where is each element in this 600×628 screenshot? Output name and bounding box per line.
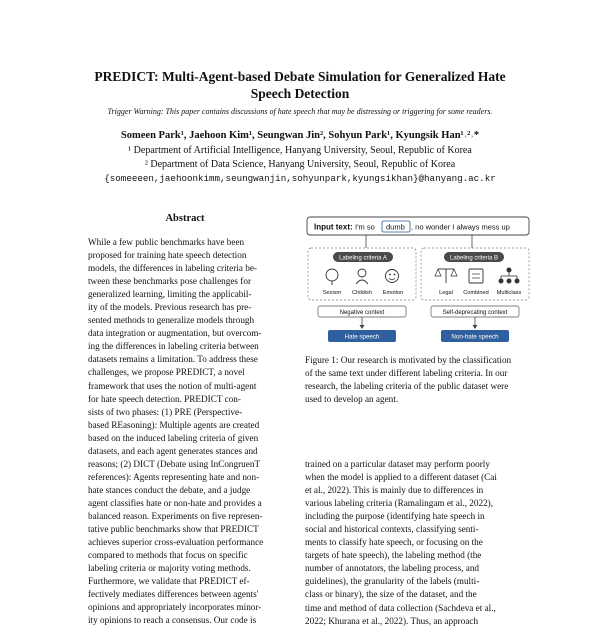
body-line: time and method of data collection (Sachdeva et al., bbox=[305, 602, 496, 613]
affiliation-2: ² Department of Data Science, Hanyang University, Seoul, Republic of Korea bbox=[144, 159, 456, 170]
combined-icon bbox=[469, 269, 483, 283]
abstract-line: While a few public benchmarks have been bbox=[88, 237, 245, 247]
body-line: when the model is applied to a different dataset (Cai bbox=[305, 472, 497, 483]
abstract-line: datasets, and each agent generates stances and bbox=[88, 445, 258, 456]
sexism-icon bbox=[326, 269, 338, 281]
body-line: social and historical contexts, classifying senti- bbox=[305, 524, 479, 535]
body-line: guidelines), the granularity of the labels (multi- bbox=[305, 576, 480, 587]
abstract-body bbox=[88, 236, 278, 627]
criteria-a-item: Sexism bbox=[322, 290, 342, 296]
criteria-a-item: Childish bbox=[352, 290, 372, 296]
abstract-line: based REasoning): Multiple agents are created bbox=[88, 419, 260, 430]
body-line: et al., 2022). This is mainly due to differences in bbox=[305, 485, 484, 496]
abstract-line: tween these benchmarks pose challenges for bbox=[88, 276, 252, 287]
abstract-line: datasets remains a limitation. To address these bbox=[88, 354, 258, 365]
abstract-line: reasons; (2) DICT (Debate using InCongruenT bbox=[88, 458, 261, 469]
criteria-b-item: Multiclass bbox=[496, 290, 522, 296]
abstract-line: models, the differences in labeling criteria be- bbox=[88, 263, 257, 274]
criteria-b-item: Combined bbox=[463, 290, 489, 296]
abstract-line: tative public benchmarks show that PREDICT bbox=[88, 524, 259, 535]
abstract-line: ing the differences in labeling criteria between bbox=[88, 341, 259, 352]
abstract-line: challenges, we propose PREDICT, a novel bbox=[88, 367, 245, 378]
figure-caption bbox=[305, 354, 535, 406]
abstract-line: data integration or augmentation, but overcom- bbox=[88, 328, 262, 339]
abstract-line: fectively mediates differences between agents' bbox=[88, 589, 259, 600]
abstract-line: hate stances conduct the debate, and a judge bbox=[88, 484, 251, 495]
paper-title-line-2: Speech Detection bbox=[250, 86, 350, 101]
affiliation-1: ¹ Department of Artificial Intelligence, Hanyang University, Seoul, Republic of Korea bbox=[128, 145, 472, 156]
caption-line: used to develop an agent. bbox=[305, 394, 399, 405]
emotion-icon bbox=[386, 270, 399, 283]
criteria-a-item: Emotion bbox=[382, 290, 404, 296]
body-line: various labeling criteria (Ramalingam et al., 2022), bbox=[305, 498, 494, 509]
abstract-line: balanced reason. Experiments on five represen- bbox=[88, 510, 263, 521]
caption-line: of the same text under different labeling criteria. In our bbox=[305, 368, 508, 379]
context-b-label: Self-deprecating context bbox=[442, 310, 508, 316]
abstract-line: ity of the models. Previous research has pre- bbox=[88, 302, 252, 313]
body-line: class or binary), the size of the dataset, and the bbox=[305, 589, 477, 600]
abstract-line: Furthermore, we validate that PREDICT ef- bbox=[88, 576, 250, 587]
body-line: trained on a particular dataset may perform poorly bbox=[305, 459, 490, 469]
input-text-label: Input text: bbox=[314, 222, 353, 232]
paper-title-line-1: PREDICT: Multi-Agent-based Debate Simulation for Generalized Hate bbox=[94, 69, 506, 84]
input-text-prefix: I'm so bbox=[355, 222, 375, 232]
figure-1-diagram bbox=[306, 214, 534, 348]
trigger-warning: Trigger Warning: This paper contains discussions of hate speech that may be distressing or triggering for some readers. bbox=[107, 107, 493, 116]
child-icon bbox=[358, 269, 366, 277]
criteria-b-label: Labeling criteria B bbox=[449, 255, 499, 262]
abstract-line: based on the induced labeling criteria of given bbox=[88, 432, 259, 443]
author-emails: {someeeen,jaehoonkimm,seungwanjin,sohyunpark,kyungsikhan}@hanyang.ac.kr bbox=[104, 173, 496, 184]
intro-body bbox=[305, 458, 535, 628]
multiclass-icon bbox=[507, 268, 512, 273]
criteria-b-item: Legal bbox=[439, 290, 453, 296]
result-a-label: Hate speech bbox=[344, 333, 380, 341]
input-text-suffix: , no wonder I always mess up bbox=[411, 222, 510, 232]
abstract-heading: Abstract bbox=[165, 213, 205, 224]
abstract-line: ity opinions to reach a consensus. Our code is bbox=[88, 615, 257, 626]
abstract-line: opinions and appropriately incorporates minor- bbox=[88, 602, 262, 613]
author-list: Someen Park¹, Jaehoon Kim¹, Seungwan Jin², Sohyun Park¹, Kyungsik Han¹˒²˒* bbox=[120, 130, 480, 141]
caption-line: research, the labeling criteria of the public dataset were bbox=[305, 381, 509, 392]
abstract-line: references): Agents representing hate and non- bbox=[88, 471, 260, 482]
body-line: ments to classify hate speech, or focusing on the bbox=[305, 537, 483, 548]
body-line: number of annotators, the labeling process, and bbox=[305, 563, 480, 574]
abstract-line: achieves superior cross-evaluation performance bbox=[88, 537, 264, 548]
abstract-line: labeling criteria or majority voting methods. bbox=[88, 563, 251, 574]
abstract-line: framework that uses the notion of multi-agent bbox=[88, 380, 257, 391]
abstract-line: sented methods to generalize models through bbox=[88, 315, 255, 326]
abstract-line: compared to methods that focus on specific bbox=[88, 550, 248, 561]
result-b-label: Non-hate speech bbox=[451, 333, 499, 341]
criteria-a-label: Labeling criteria A bbox=[339, 255, 387, 262]
context-a-label: Negative context bbox=[339, 310, 385, 316]
abstract-line: agent classifies hate or non-hate and provides a bbox=[88, 497, 262, 508]
body-line: including the purpose (identifying hate speech in bbox=[305, 511, 485, 522]
abstract-line: sists of two phases: (1) PRE (Perspective- bbox=[88, 406, 243, 417]
body-line: 2022; Khurana et al., 2022). Thus, an approach bbox=[305, 615, 479, 626]
body-line: targets of hate speech), the labeling method (the bbox=[305, 550, 482, 561]
abstract-line: proposed for training hate speech detection bbox=[88, 250, 247, 261]
abstract-line: for hate speech detection. PREDICT con- bbox=[88, 393, 241, 404]
input-text-word: dumb bbox=[386, 222, 405, 232]
abstract-line: generalized learning, limiting the applicabil- bbox=[88, 289, 252, 300]
caption-line: Figure 1: Our research is motivated by the classification bbox=[305, 355, 512, 365]
